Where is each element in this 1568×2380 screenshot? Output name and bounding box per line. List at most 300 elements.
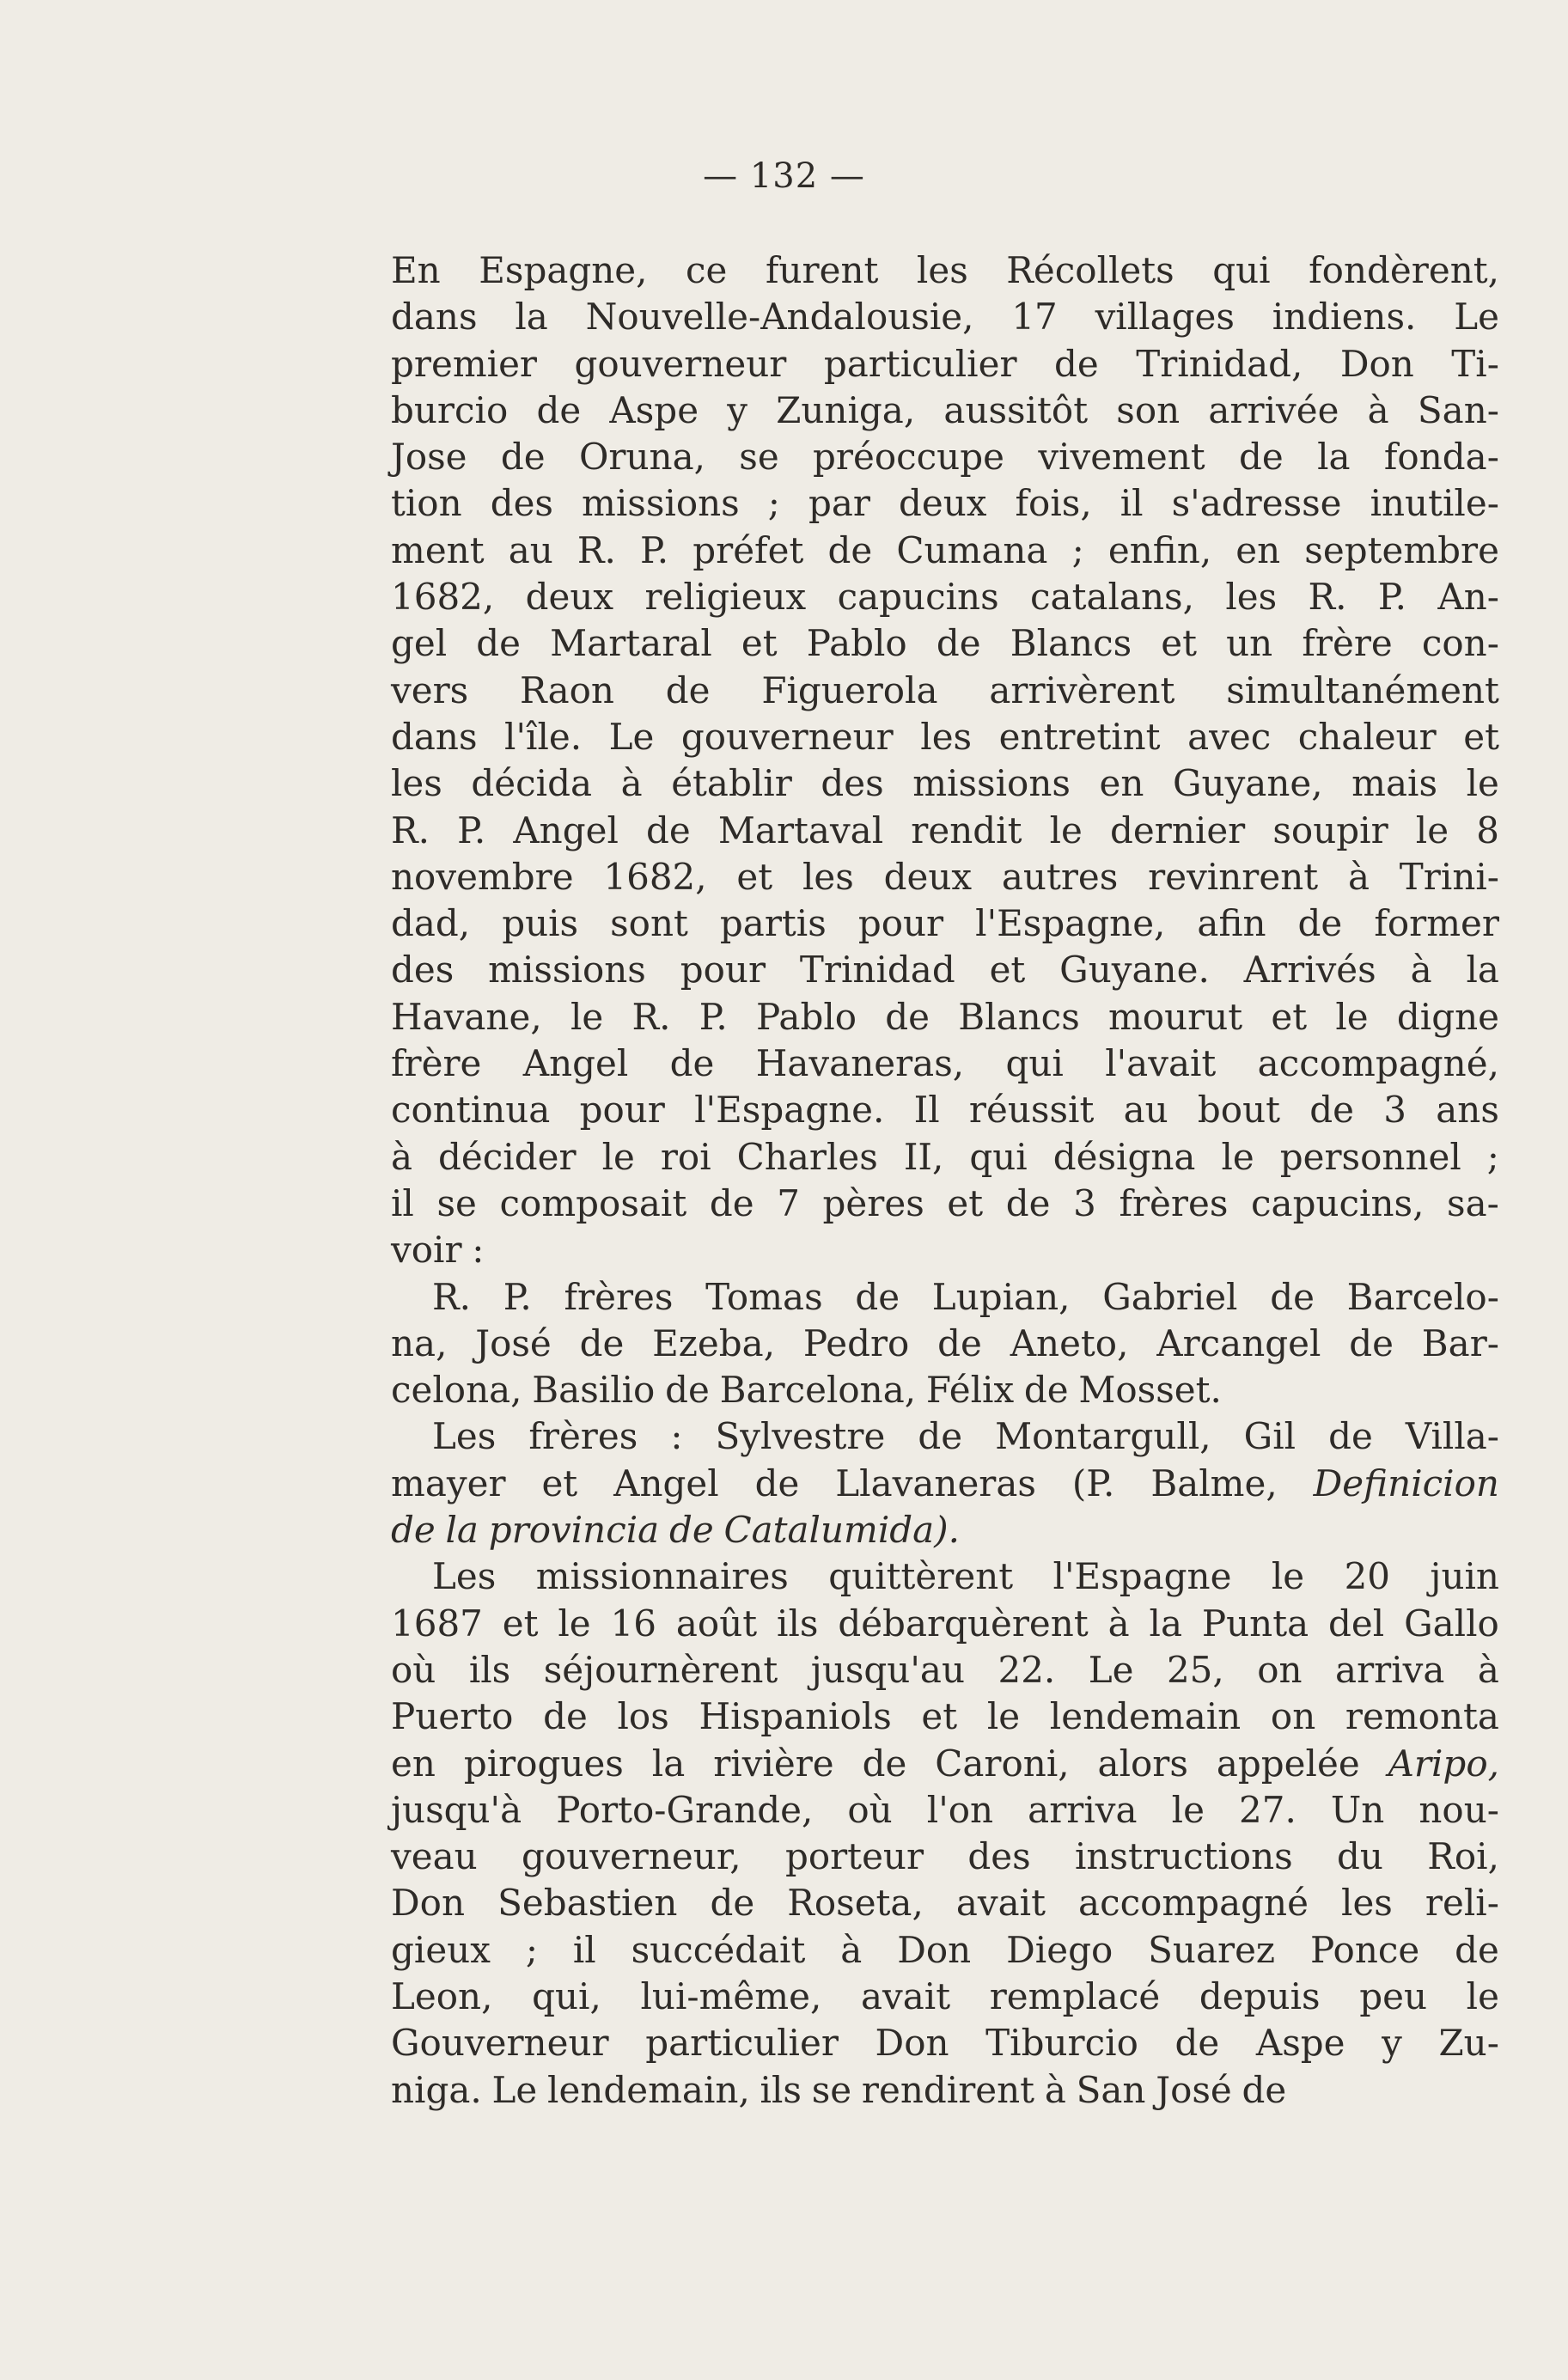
- word: arrivèrent: [989, 668, 1175, 711]
- text-line: [391, 620, 1499, 667]
- word: jusqu'à: [391, 1788, 522, 1831]
- text-line: [391, 1741, 1499, 1787]
- word: le: [1171, 1788, 1205, 1831]
- word: par: [808, 482, 870, 525]
- word: et: [921, 1695, 958, 1738]
- word: à: [1477, 1648, 1499, 1691]
- word: Raon: [520, 668, 614, 711]
- word: chaleur: [1297, 715, 1437, 758]
- word: deux: [883, 855, 973, 898]
- word: Les: [432, 1555, 497, 1598]
- word: il: [572, 1928, 596, 1971]
- word: gouverneur: [574, 342, 787, 385]
- word: R.: [577, 528, 616, 571]
- word: préoccupe: [813, 436, 1004, 479]
- word: lendemain: [1049, 1695, 1242, 1738]
- text-line: [391, 528, 1499, 574]
- word: on: [1257, 1648, 1303, 1691]
- word: remonta: [1345, 1695, 1499, 1738]
- word: aussitôt: [943, 388, 1089, 431]
- word: de: [754, 1462, 800, 1504]
- word: la: [445, 1509, 479, 1552]
- word: missions: [582, 482, 740, 525]
- word: quittèrent: [828, 1555, 1014, 1598]
- word: décida: [471, 762, 593, 805]
- word: à: [620, 762, 643, 805]
- word: pères: [822, 1181, 924, 1224]
- word: missions: [912, 762, 1071, 805]
- word: novembre: [391, 855, 574, 898]
- word: mais: [1351, 762, 1438, 805]
- word: dans: [391, 296, 478, 339]
- text-line: [391, 1087, 1499, 1133]
- word: San: [1076, 2068, 1146, 2111]
- word: 1687: [391, 1602, 483, 1645]
- word: sont: [610, 902, 688, 945]
- word: décider: [438, 1135, 577, 1178]
- word: Definicion: [1313, 1462, 1499, 1504]
- word: rendit: [911, 809, 1022, 851]
- word: et: [1161, 622, 1198, 665]
- word: au: [508, 528, 553, 571]
- word: continua: [391, 1089, 551, 1132]
- word: le: [986, 1695, 1021, 1738]
- word: Martaral: [550, 622, 712, 665]
- word: de: [1242, 2068, 1287, 2111]
- word: Ponce: [1309, 1928, 1420, 1971]
- word: instructions: [1074, 1835, 1293, 1878]
- word: Leon,: [391, 1974, 493, 2017]
- word: ans: [1436, 1089, 1499, 1132]
- word: 1682,: [603, 855, 707, 898]
- word: Jose: [391, 436, 467, 479]
- text-line: [391, 574, 1499, 620]
- word: où: [391, 1648, 436, 1691]
- text-line: [391, 1134, 1499, 1181]
- word: José: [475, 1321, 552, 1364]
- word: voir: [391, 1229, 462, 1272]
- word: Bar-: [1421, 1321, 1499, 1364]
- word: septembre: [1304, 528, 1499, 571]
- word: religieux: [644, 576, 807, 619]
- word: Le: [491, 2068, 538, 2111]
- word: 8: [1476, 809, 1499, 851]
- word: le: [1466, 762, 1499, 805]
- word: soupir: [1272, 809, 1388, 851]
- text-line: [391, 1553, 1499, 1600]
- word: Diego: [1006, 1928, 1113, 1971]
- word: Nouvelle-Andalousie,: [585, 296, 974, 339]
- word: catalans,: [1030, 576, 1194, 619]
- text-line: [391, 1834, 1499, 1880]
- word: le: [1466, 1974, 1499, 2017]
- text-line: [391, 1227, 1499, 1273]
- word: ;: [767, 482, 780, 525]
- word: capucins: [837, 576, 999, 619]
- word: la: [1466, 949, 1499, 992]
- word: deux: [525, 576, 614, 619]
- word: Félix: [925, 1369, 1015, 1412]
- word: rendirent: [861, 2068, 1035, 2111]
- word: vers: [391, 668, 469, 711]
- word: avait: [860, 1974, 951, 2017]
- word: de: [500, 436, 546, 479]
- word: pour: [680, 949, 766, 992]
- word: 25,: [1166, 1648, 1224, 1691]
- body-text: [391, 247, 1499, 2114]
- word: y: [1382, 2022, 1402, 2065]
- word: Ezeba,: [652, 1321, 776, 1364]
- word: le: [601, 1135, 635, 1178]
- word: En: [391, 249, 441, 291]
- word: Cumana: [896, 528, 1048, 571]
- word: l'avait: [1105, 1042, 1217, 1085]
- word: le: [1415, 809, 1449, 851]
- word: dad,: [391, 902, 471, 945]
- word: à: [1347, 855, 1370, 898]
- word: au: [1123, 1089, 1168, 1132]
- word: ;: [525, 1928, 538, 1971]
- word: de: [665, 1369, 710, 1412]
- text-line: [391, 480, 1499, 527]
- word: :: [472, 1229, 485, 1272]
- word: 17: [1011, 296, 1058, 339]
- word: de: [1297, 902, 1343, 945]
- word: pour: [579, 1089, 665, 1132]
- word: Guyane,: [1172, 762, 1323, 805]
- word: de: [579, 1321, 625, 1364]
- word: Mosset.: [1078, 1369, 1222, 1412]
- word: niga.: [391, 2068, 482, 2111]
- word: les: [916, 249, 968, 291]
- paragraph: [391, 1274, 1499, 1414]
- word: gieux: [391, 1928, 491, 1971]
- word: ce: [686, 249, 728, 291]
- word: et: [1271, 995, 1308, 1038]
- word: et: [541, 1462, 578, 1504]
- word: et: [989, 949, 1026, 992]
- word: celona,: [391, 1369, 522, 1412]
- word: furent: [765, 249, 879, 291]
- word: 1682,: [391, 576, 495, 619]
- text-line: [391, 1367, 1499, 1413]
- word: et: [1463, 715, 1499, 758]
- word: à: [840, 1928, 863, 1971]
- word: Gabriel: [1102, 1275, 1238, 1318]
- word: de: [669, 1042, 715, 1085]
- text-line: [391, 1927, 1499, 1974]
- word: Tomas: [705, 1275, 823, 1318]
- text-line: [391, 1787, 1499, 1834]
- word: des: [490, 482, 553, 525]
- word: Don: [875, 2022, 949, 2065]
- word: Puerto: [391, 1695, 514, 1738]
- word: Pablo: [756, 995, 857, 1038]
- word: II,: [903, 1135, 944, 1178]
- word: del: [1328, 1602, 1385, 1645]
- word: Roi,: [1427, 1835, 1499, 1878]
- word: rivière: [713, 1742, 834, 1785]
- word: il: [391, 1181, 414, 1224]
- word: digne: [1396, 995, 1499, 1038]
- word: arrivée: [1208, 388, 1339, 431]
- word: l'île.: [504, 715, 583, 758]
- word: il: [1120, 482, 1144, 525]
- word: na,: [391, 1321, 448, 1364]
- word: la: [1317, 436, 1351, 479]
- word: particulier: [645, 2022, 839, 2065]
- word: gel: [391, 622, 448, 665]
- word: Les: [432, 1415, 497, 1458]
- word: pour: [857, 902, 944, 945]
- word: Gouverneur: [391, 2022, 609, 2065]
- word: Ti-: [1451, 342, 1499, 385]
- word: Trini-: [1399, 855, 1499, 898]
- word: 7: [777, 1181, 800, 1224]
- word: tion: [391, 482, 462, 525]
- word: de: [918, 1415, 963, 1458]
- text-line: [391, 247, 1499, 294]
- word: et: [947, 1181, 984, 1224]
- word: en: [1099, 762, 1144, 805]
- word: arriva: [1028, 1788, 1138, 1831]
- word: accompagné: [1078, 1882, 1309, 1925]
- text-line: [391, 1880, 1499, 1926]
- word: de: [476, 622, 522, 665]
- word: à: [1044, 2068, 1066, 2111]
- word: bout: [1197, 1089, 1281, 1132]
- word: ils: [777, 1602, 819, 1645]
- word: Trinidad: [799, 949, 955, 992]
- word: fois,: [1015, 482, 1092, 525]
- word: Punta: [1201, 1602, 1309, 1645]
- word: appelée: [1216, 1742, 1360, 1785]
- word: Balme,: [1150, 1462, 1278, 1504]
- word: José: [1156, 2068, 1232, 2111]
- word: réussit: [968, 1089, 1095, 1132]
- word: R.: [391, 809, 430, 851]
- word: se: [436, 1181, 477, 1224]
- word: mourut: [1107, 995, 1243, 1038]
- word: des: [391, 949, 455, 992]
- text-line: [391, 388, 1499, 434]
- word: de: [855, 1275, 900, 1318]
- word: et: [502, 1602, 539, 1645]
- word: fondèrent,: [1309, 249, 1499, 291]
- word: de: [536, 388, 582, 431]
- word: enfin,: [1107, 528, 1212, 571]
- word: peu: [1359, 1974, 1428, 2017]
- word: personnel: [1279, 1135, 1461, 1178]
- word: l'Espagne.: [694, 1089, 885, 1132]
- word: vivement: [1038, 436, 1205, 479]
- word: à: [1367, 388, 1389, 431]
- word: Villa-: [1405, 1415, 1499, 1458]
- word: gouverneur,: [521, 1835, 741, 1878]
- word: se: [811, 2068, 852, 2111]
- word: sa-: [1447, 1181, 1499, 1224]
- word: partis: [719, 902, 827, 945]
- word: Don: [897, 1928, 972, 1971]
- word: où: [847, 1788, 893, 1831]
- word: Lupian,: [931, 1275, 1071, 1318]
- word: P.: [457, 809, 486, 851]
- word: Récollets: [1006, 249, 1174, 291]
- word: former: [1374, 902, 1499, 945]
- word: de: [1005, 1181, 1051, 1224]
- word: à: [1107, 1602, 1130, 1645]
- word: avait: [955, 1882, 1046, 1925]
- word: Le: [608, 715, 655, 758]
- word: Blancs: [1010, 622, 1132, 665]
- word: de: [936, 622, 981, 665]
- word: on: [1270, 1695, 1316, 1738]
- word: entretint: [998, 715, 1161, 758]
- word: mayer: [391, 1462, 506, 1504]
- word: Barcelona,: [719, 1369, 917, 1412]
- word: P.: [503, 1275, 532, 1318]
- word: frères: [1119, 1181, 1229, 1224]
- word: de: [1455, 1928, 1499, 1971]
- word: ils: [760, 2068, 802, 2111]
- word: 3: [1383, 1089, 1407, 1132]
- word: de: [391, 1509, 436, 1552]
- word: l'on: [926, 1788, 994, 1831]
- word: 20: [1344, 1555, 1391, 1598]
- word: la: [515, 296, 548, 339]
- word: remplacé: [989, 1974, 1161, 2017]
- word: :: [670, 1415, 683, 1458]
- word: Le: [1454, 296, 1499, 339]
- word: Le: [1088, 1648, 1134, 1691]
- word: Martaval: [717, 809, 884, 851]
- word: P.: [699, 995, 728, 1038]
- word: P.: [1377, 576, 1406, 619]
- text-line: [391, 808, 1499, 854]
- word: lendemain,: [547, 2068, 750, 2111]
- word: Don: [391, 1882, 466, 1925]
- word: Figuerola: [761, 668, 938, 711]
- text-line: [391, 2020, 1499, 2066]
- word: qui: [1212, 249, 1271, 291]
- word: frère: [1302, 622, 1393, 665]
- text-line: [391, 434, 1499, 480]
- word: qui: [969, 1135, 1028, 1178]
- word: R.: [432, 1275, 471, 1318]
- word: de: [862, 1742, 907, 1785]
- word: à: [1410, 949, 1432, 992]
- word: de: [1023, 1369, 1069, 1412]
- word: revinrent: [1148, 855, 1319, 898]
- text-line: [391, 900, 1499, 947]
- word: séjournèrent: [543, 1648, 778, 1691]
- word: Sylvestre: [715, 1415, 886, 1458]
- word: jusqu'au: [810, 1648, 965, 1691]
- word: premier: [391, 342, 538, 385]
- text-line: [391, 1413, 1499, 1460]
- word: Sebastien: [497, 1882, 678, 1925]
- word: pirogues: [463, 1742, 624, 1785]
- word: fonda-: [1383, 436, 1499, 479]
- word: de: [1328, 1415, 1373, 1458]
- word: Blancs: [958, 995, 1080, 1038]
- text-line: [391, 714, 1499, 760]
- word: Porto-Grande,: [556, 1788, 814, 1831]
- paragraph: [391, 1413, 1499, 1553]
- word: 27.: [1239, 1788, 1296, 1831]
- word: le: [1335, 995, 1369, 1038]
- word: en: [1235, 528, 1281, 571]
- word: avec: [1187, 715, 1272, 758]
- word: 3: [1073, 1181, 1096, 1224]
- word: Aspe: [1255, 2022, 1345, 2065]
- word: l'Espagne: [1052, 1555, 1232, 1598]
- text-line: [391, 994, 1499, 1040]
- word: Zu-: [1438, 2022, 1499, 2065]
- word: Oruna,: [578, 436, 705, 479]
- word: Havane,: [391, 995, 542, 1038]
- paragraph: [391, 1553, 1499, 2114]
- word: Aneto,: [1010, 1321, 1129, 1364]
- word: Gil: [1243, 1415, 1296, 1458]
- word: puis: [502, 902, 579, 945]
- text-line: [391, 1274, 1499, 1321]
- word: missions: [488, 949, 646, 992]
- word: Caroni,: [935, 1742, 1070, 1785]
- word: provincia: [488, 1509, 660, 1552]
- word: Barcelo-: [1346, 1275, 1499, 1318]
- word: le: [1049, 809, 1083, 851]
- text-line: [391, 1507, 1499, 1553]
- word: frères: [528, 1415, 638, 1458]
- word: particulier: [823, 342, 1017, 385]
- word: Don: [1339, 342, 1414, 385]
- word: Charles: [736, 1135, 878, 1178]
- word: Un: [1330, 1788, 1385, 1831]
- word: composait: [499, 1181, 687, 1224]
- word: Tiburcio: [985, 2022, 1138, 2065]
- word: juin: [1430, 1555, 1499, 1598]
- word: de: [710, 1882, 755, 1925]
- word: Guyane.: [1059, 949, 1210, 992]
- word: succédait: [631, 1928, 806, 1971]
- word: Hispaniols: [699, 1695, 892, 1738]
- word: veau: [391, 1835, 478, 1878]
- text-line: [391, 1647, 1499, 1693]
- word: de: [885, 995, 930, 1038]
- word: nou-: [1419, 1788, 1499, 1831]
- word: Aripo,: [1388, 1742, 1499, 1785]
- paragraph: [391, 247, 1499, 1274]
- word: qui: [1005, 1042, 1064, 1085]
- text-line: [391, 1693, 1499, 1740]
- word: ils: [468, 1648, 511, 1691]
- word: lui-même,: [640, 1974, 822, 2017]
- word: Arrivés: [1243, 949, 1376, 992]
- word: Catalumida).: [723, 1509, 960, 1552]
- word: depuis: [1199, 1974, 1321, 2017]
- word: de: [646, 809, 691, 851]
- word: simultanément: [1226, 668, 1499, 711]
- word: un: [1226, 622, 1273, 665]
- word: Pedro: [802, 1321, 910, 1364]
- word: con-: [1421, 622, 1499, 665]
- word: de: [668, 1509, 714, 1552]
- word: de: [937, 1321, 982, 1364]
- text-line: [391, 1601, 1499, 1647]
- word: deux: [898, 482, 987, 525]
- word: inutile-: [1370, 482, 1499, 525]
